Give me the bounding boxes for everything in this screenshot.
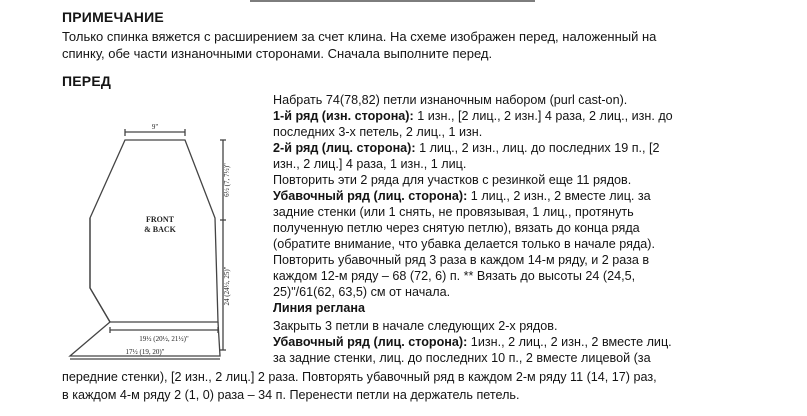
row-text: 1 изн., [2 лиц., 2 изн.] 4 раза, 2 лиц., изн. до	[413, 109, 673, 123]
top-rule	[250, 0, 535, 2]
schematic-diagram	[60, 118, 270, 363]
row-text: 1 лиц., 2 изн., 2 вместе лиц. за	[467, 189, 651, 203]
body-length-label: 24 (24½, 25)"	[223, 266, 231, 306]
instruction-line: последних 3-х петель, 2 лиц., 1 изн.	[273, 125, 483, 139]
instruction-line: за задние стенки, лиц. до последних 10 п., 2 вместе лицевой (за	[273, 351, 651, 365]
instruction-line	[273, 141, 660, 155]
row-text: 1изн., 2 лиц., 2 изн., 2 вместе лиц.	[467, 335, 672, 349]
bottom-width-label-1: 19½ (20½, 21½)"	[139, 335, 189, 343]
instruction-line	[273, 189, 651, 203]
bottom-width-label-2: 17½ (19, 20)"	[125, 348, 165, 356]
instruction-line: полученную петлю через снятую петлю), вязать до конца ряда	[273, 221, 640, 235]
instruction-line: каждом 12-м ряду – 68 (72, 6) п. ** Вязать до высоты 24 (24,5,	[273, 269, 636, 283]
instruction-line: 25)"/61(62, 63,5) см от начала.	[273, 285, 451, 299]
front-back-label-2: & BACK	[144, 225, 176, 234]
instruction-line: изн., 2 лиц.] 4 раза, 1 изн., 1 лиц.	[273, 157, 467, 171]
instruction-line: (обратите внимание, что убавка делается только в начале ряда).	[273, 237, 655, 251]
instruction-line: передние стенки), [2 изн., 2 лиц.] 2 раза. Повторять убавочный ряд в каждом 2-м ряду 11 (14, 17) раз,	[62, 370, 657, 384]
armhole-height-label: 6½ (7, 7½)"	[223, 163, 231, 197]
instruction-line: задние стенки (или 1 снять, не провязывая, 1 лиц., протянуть	[273, 205, 634, 219]
row-text: 1 лиц., 2 изн., лиц. до последних 19 п., [2	[415, 141, 660, 155]
note-title: ПРИМЕЧАНИЕ	[62, 9, 164, 25]
row-heading: 2-й ряд (лиц. сторона):	[273, 141, 416, 155]
top-width-label: 9"	[151, 123, 159, 131]
instruction-line: Набрать 74(78,82) петли изнаночным набором (purl cast-on).	[273, 93, 628, 107]
instruction-line: Закрыть 3 петли в начале следующих 2-х рядов.	[273, 319, 558, 333]
note-line: Только спинка вяжется с расширением за счет клина. На схеме изображен перед, наложенный на	[62, 29, 657, 44]
front-title: ПЕРЕД	[62, 73, 112, 89]
row-heading: Убавочный ряд (лиц. сторона):	[273, 335, 468, 349]
instruction-line	[273, 109, 673, 123]
note-text	[62, 28, 752, 62]
instruction-line: в каждом 4-м ряду 2 (1, 0) раза – 34 п. Перенести петли на держатель петель.	[62, 388, 520, 402]
instruction-line: Повторить эти 2 ряда для участков с резинкой еще 11 рядов.	[273, 173, 632, 187]
row-heading: Убавочный ряд (лиц. сторона):	[273, 189, 468, 203]
instruction-line: Повторить убавочный ряд 3 раза в каждом 14-м ряду, и 2 раза в	[273, 253, 650, 267]
instruction-line	[273, 335, 672, 349]
note-line: спинку, обе части изнаночными сторонами. Сначала выполните перед.	[62, 46, 493, 61]
front-back-label-1: FRONT	[146, 215, 174, 224]
row-heading: 1-й ряд (изн. сторона):	[273, 109, 414, 123]
section-heading: Линия реглана	[273, 301, 366, 315]
